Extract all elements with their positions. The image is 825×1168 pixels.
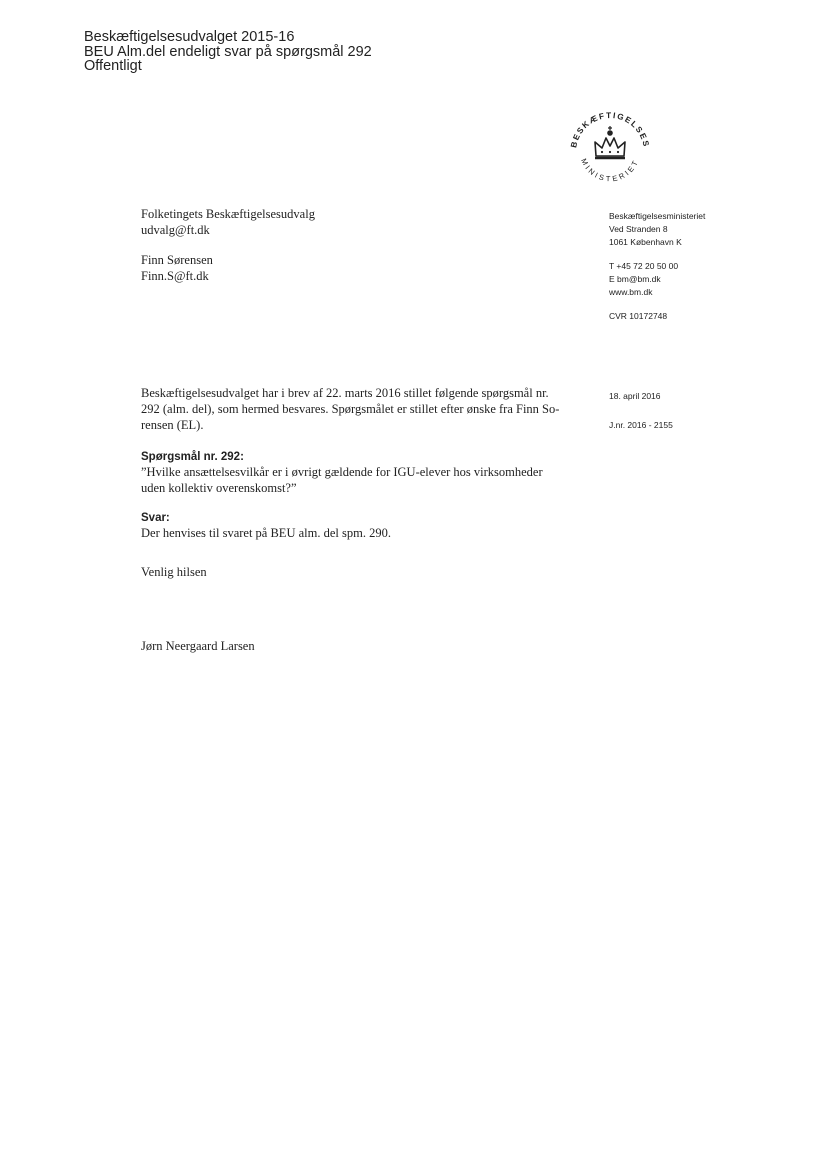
sender-cvr: CVR 10172748 — [609, 311, 668, 321]
sender-email: E bm@bm.dk — [609, 274, 661, 284]
sender-org: Beskæftigelsesministeriet — [609, 211, 706, 221]
answer-heading: Svar: — [141, 512, 170, 524]
intro-line: rensen (EL). — [141, 418, 204, 432]
recipient-name: Folketingets Beskæftigelsesudvalg — [141, 207, 315, 221]
stamp-status: Offentligt — [84, 58, 142, 74]
answer-text: Der henvises til svaret på BEU alm. del spm. 290. — [141, 526, 391, 540]
recipient-committee — [141, 206, 315, 238]
letter-date: 18. april 2016 — [609, 391, 661, 401]
ministry-logo — [562, 100, 658, 196]
logo-arc-bottom-text: MINISTERIET — [579, 157, 641, 184]
question-heading: Spørgsmål nr. 292: — [141, 451, 244, 463]
question-line: uden kollektiv overenskomst?” — [141, 481, 297, 495]
crown-icon — [595, 126, 625, 158]
signature-name: Jørn Neergaard Larsen — [141, 639, 255, 653]
closing-greeting: Venlig hilsen — [141, 565, 207, 579]
intro-paragraph — [141, 385, 581, 433]
sender-phone: T +45 72 20 50 00 — [609, 261, 679, 271]
recipient-name: Finn Sørensen — [141, 253, 213, 267]
recipient-person — [141, 252, 315, 284]
question-line: ”Hvilke ansættelsesvilkår er i øvrigt gældende for IGU-elever hos virksomheder — [141, 465, 543, 479]
sender-address-block — [609, 210, 705, 323]
letter-meta — [609, 390, 673, 432]
stamp-committee: Beskæftigelsesudvalget 2015-16 — [84, 29, 295, 45]
recipient-email: Finn.S@ft.dk — [141, 269, 209, 283]
sender-city: 1061 København K — [609, 237, 682, 247]
intro-line: Beskæftigelsesudvalget har i brev af 22. marts 2016 stillet følgende spørgsmål nr. — [141, 386, 549, 400]
document-stamp — [84, 30, 372, 74]
intro-line: 292 (alm. del), som hermed besvares. Spørgsmålet er stillet efter ønske fra Finn So- — [141, 402, 560, 416]
logo-arc-top-text: BESKÆFTIGELSES — [569, 110, 651, 149]
recipient-block — [141, 206, 315, 298]
letter-body — [141, 385, 581, 541]
question-text — [141, 464, 581, 496]
sender-web: www.bm.dk — [609, 287, 653, 297]
svg-text:MINISTERIET — [579, 157, 641, 183]
journal-number: J.nr. 2016 - 2155 — [609, 420, 673, 430]
sender-street: Ved Stranden 8 — [609, 224, 668, 234]
stamp-reference: BEU Alm.del endeligt svar på spørgsmål 292 — [84, 43, 372, 60]
recipient-email: udvalg@ft.dk — [141, 223, 210, 237]
